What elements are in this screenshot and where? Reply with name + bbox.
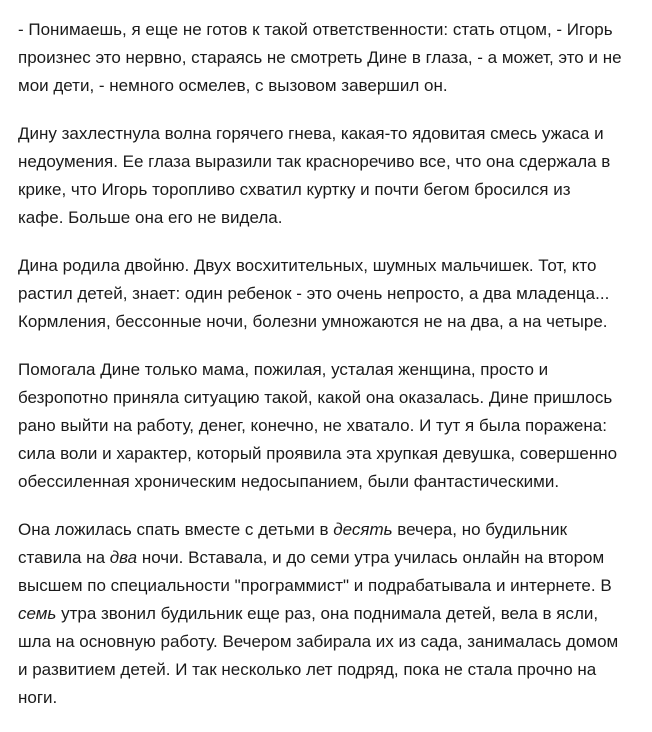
text-line: произнес это нервно, стараясь не смотреть Дине в глаза, - а может, это и не [18,48,622,67]
italic-word: десять [333,520,393,539]
article-body [18,16,648,732]
text-line: крике, что Игорь торопливо схватил куртку и почти бегом бросился из [18,180,571,199]
text-line: кафе. Больше она его не видела. [18,208,283,227]
text-line: Помогала Дине только мама, пожилая, усталая женщина, просто и [18,360,549,379]
text-line [18,600,648,628]
text-line: высшем по специальности "программист" и подрабатывала и интернете. В [18,576,612,595]
text-line: Дину захлестнула волна горячего гнева, какая-то ядовитая смесь ужаса и [18,124,604,143]
text-segment: утра звонил будильник еще раз, она поднимала детей, вела в ясли, [56,604,599,623]
text-line: сила воли и характер, который проявила эта хрупкая девушка, совершенно [18,444,618,463]
paragraph [18,356,648,496]
text-line: обессиленная хроническим недосыпанием, были фантастическими. [18,472,560,491]
text-line [18,516,648,544]
text-line: безропотно приняла ситуацию такой, какой она оказалась. Дине пришлось [18,388,613,407]
text-segment: вечера, но будильник [392,520,568,539]
italic-word: два [109,548,138,567]
text-segment: Она ложилась спать вместе с детьми в [18,520,334,539]
text-segment: ночи. Вставала, и до семи утра училась онлайн на втором [137,548,605,567]
paragraph [18,252,648,336]
text-line: Дина родила двойню. Двух восхитительных, шумных мальчишек. Тот, кто [18,256,597,275]
text-line [18,544,648,572]
text-line: мои дети, - немного осмелев, с вызовом завершил он. [18,76,448,95]
text-line: ноги. [18,688,58,707]
paragraph [18,16,648,100]
text-line: Кормления, бессонные ночи, болезни умножаются не на два, а на четыре. [18,312,608,331]
text-line: рано выйти на работу, денег, конечно, не хватало. И тут я была поражена: [18,416,607,435]
text-line: шла на основную работу. Вечером забирала их из сада, занималась домом [18,632,619,651]
paragraph [18,516,648,712]
italic-word: семь [18,604,57,623]
paragraph [18,120,648,232]
text-line: растил детей, знает: один ребенок - это очень непросто, а два младенца... [18,284,610,303]
text-line: и развитием детей. И так несколько лет подряд, пока не стала прочно на [18,660,597,679]
text-line: недоумения. Ее глаза выразили так красноречиво все, что она сдержала в [18,152,611,171]
text-segment: ставила на [18,548,110,567]
text-line: - Понимаешь, я еще не готов к такой ответственности: стать отцом, - Игорь [18,20,613,39]
